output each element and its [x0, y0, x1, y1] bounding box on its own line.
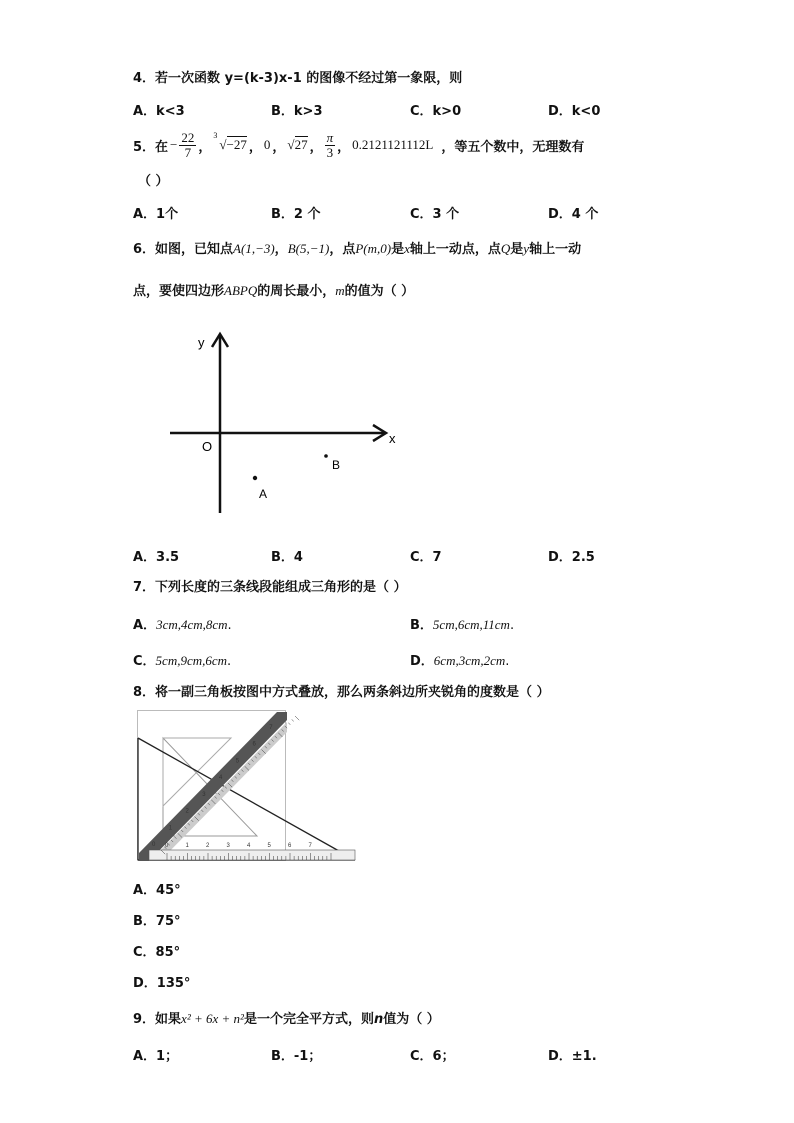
q7-d-end: .	[505, 654, 510, 669]
q6-line1-e: 是	[510, 242, 524, 257]
q5-cbrt-index: 3	[213, 131, 218, 140]
q6-point-b: B(5,−1)	[287, 241, 330, 256]
q5-fraction-pi-3	[325, 131, 336, 160]
q5-comma-5: ，	[337, 139, 351, 155]
q6-y-var: y	[523, 241, 530, 256]
q6-option-a: A．3.5	[133, 550, 180, 565]
q5-frac1-den: 7	[184, 144, 192, 160]
ruler-tick	[292, 719, 294, 721]
q8-option-a: A．45°	[133, 883, 181, 898]
q5-zero: 0	[263, 137, 271, 152]
q5-fraction-22-7	[179, 131, 196, 160]
bottom-ruler-strip	[149, 850, 355, 860]
q7-a-end: .	[227, 618, 232, 633]
q9-option-d: D．±1.	[548, 1049, 597, 1064]
q5-prefix: 5．在	[133, 139, 169, 155]
diagonal-ruler-label: 3	[202, 791, 206, 798]
diagonal-ruler-label: 2	[185, 808, 189, 815]
graph-x-label: x	[389, 431, 396, 446]
diagonal-ruler-band	[139, 712, 287, 861]
graph-b-label: B	[332, 458, 341, 472]
bottom-ruler-label: 6	[288, 843, 292, 849]
q6-line1-d: 轴上一动点，点	[409, 242, 501, 257]
q6-sep: ，	[274, 242, 288, 257]
q9-option-b: B．-1；	[271, 1049, 322, 1064]
bottom-ruler-label: 4	[247, 843, 251, 849]
q7-option-b	[410, 614, 514, 633]
q8-set-square-figure	[137, 710, 359, 865]
q6-x-var: x	[404, 241, 410, 256]
q5-frac1-num: 22	[181, 129, 195, 145]
q8-stem: 8．将一副三角板按图中方式叠放，那么两条斜边所夹锐角的度数是（ ）	[133, 685, 550, 700]
q9-expr: x² + 6x + n²	[181, 1011, 244, 1026]
q7-option-a	[133, 614, 232, 633]
q9-option-a: A．1；	[133, 1049, 179, 1064]
q5-paren: （ ）	[138, 174, 169, 189]
graph-origin-label: O	[202, 439, 213, 454]
bottom-ruler-label: 3	[226, 843, 230, 849]
q4-option-b: B．k>3	[271, 104, 323, 119]
q6-line1-c: 是	[391, 242, 405, 257]
point-a-dot	[253, 476, 257, 480]
ruler-tick	[295, 716, 299, 720]
q7-option-c	[133, 650, 231, 669]
q7-c-value: 5cm,9cm,6cm	[155, 653, 228, 668]
bottom-ruler-label: 7	[308, 843, 312, 849]
q9-suffix: 值为（ ）	[383, 1012, 440, 1027]
q8-option-c: C．85°	[133, 945, 181, 960]
q5-frac2-num: π	[326, 129, 334, 145]
q5-stem	[133, 125, 584, 165]
q5-cbrt-radicand: −27	[226, 137, 247, 152]
diagonal-ruler-label: 1	[168, 825, 173, 832]
q8-option-d: D．135°	[133, 976, 191, 991]
diagonal-ruler-label: 7	[269, 724, 273, 731]
q5-comma-4: ，	[309, 139, 323, 155]
bottom-ruler-label: 2	[206, 843, 210, 849]
q6-line2-c: 的值为（ ）	[344, 284, 415, 299]
q6-line2-b: 的周长最小，	[257, 284, 336, 299]
q6-line1-b: ，点	[329, 242, 356, 257]
graph-y-label: y	[198, 335, 205, 350]
q7-c-end: .	[227, 654, 232, 669]
q6-point-p: P(m,0)	[355, 241, 392, 256]
q7-b-value: 5cm,6cm,11cm	[432, 617, 510, 632]
q6-stem-line1	[133, 238, 581, 257]
q9-stem	[133, 1008, 440, 1027]
q5-option-d: D．4 个	[548, 207, 599, 222]
q6-option-d: D．2.5	[548, 550, 595, 565]
q5-option-a: A．1个	[133, 207, 179, 222]
q7-stem: 7．下列长度的三条线段能组成三角形的是（ ）	[133, 580, 407, 595]
q6-line1-f: 轴上一动	[529, 242, 582, 257]
q9-option-c: C．6；	[410, 1049, 455, 1064]
q6-quad: ABPQ	[224, 283, 258, 298]
q7-d-value: 6cm,3cm,2cm	[433, 653, 506, 668]
bottom-ruler-labels	[165, 843, 313, 849]
q5-minus: −	[170, 137, 178, 152]
q9-mid: 是一个完全平方式，则	[243, 1012, 374, 1027]
q5-decimal: 0.2121121112L	[352, 137, 434, 152]
q6-line2-a: 点，要使四边形	[133, 284, 225, 299]
graph-a-label: A	[259, 487, 268, 501]
bottom-ruler-label: 1	[185, 843, 189, 849]
diagonal-ruler-label: 6	[252, 741, 256, 748]
q4-stem: 4．若一次函数 y=(k-3)x-1 的图像不经过第一象限，则	[133, 71, 463, 86]
q6-option-c: C．7	[410, 550, 442, 565]
q5-sqrt	[287, 137, 307, 153]
q5-suffix: ，等五个数中，无理数有	[441, 139, 585, 155]
diagonal-ruler-label: 5	[235, 758, 240, 765]
diagonal-ruler-label: 0	[152, 842, 156, 848]
diagonal-ruler-label: 4	[219, 775, 223, 781]
q6-coordinate-graph	[160, 325, 410, 525]
q5-option-b: B．2 个	[271, 207, 321, 222]
q5-frac2-den: 3	[326, 144, 334, 160]
q7-option-d	[410, 650, 509, 669]
bottom-ruler-label: 0	[165, 843, 169, 849]
ruler-tick	[288, 723, 290, 725]
q4-option-a: A．k<3	[133, 104, 185, 119]
q4-option-d: D．k<0	[548, 104, 601, 119]
q5-option-c: C．3 个	[410, 207, 460, 222]
q7-b-letter: B．	[410, 618, 433, 633]
q9-prefix: 9．如果	[133, 1012, 182, 1027]
q7-b-end: .	[509, 618, 515, 633]
diagonal-ruler-inner	[151, 722, 287, 860]
q6-line1-a: 6．如图，已知点	[133, 242, 234, 257]
q6-option-b: B．4	[271, 550, 303, 565]
q4-option-c: C．k>0	[410, 104, 462, 119]
q6-q-var: Q	[500, 241, 511, 256]
point-b-dot	[324, 454, 328, 458]
q6-stem-line2	[133, 280, 414, 299]
q9-n-var: n	[373, 1012, 384, 1027]
q5-comma-3: ，	[272, 139, 286, 155]
q5-comma-1: ，	[198, 139, 212, 155]
q5-sqrt-radicand: 27	[294, 137, 308, 152]
q8-option-b: B．75°	[133, 914, 181, 929]
radical-icon: √	[219, 137, 227, 152]
q7-a-value: 3cm,4cm,8cm	[156, 617, 228, 632]
q6-m-var: m	[335, 283, 345, 298]
q7-d-letter: D．	[410, 654, 434, 669]
bottom-ruler-label: 5	[267, 843, 271, 849]
q7-a-letter: A．	[133, 618, 157, 633]
q7-c-letter: C．	[133, 654, 156, 669]
q5-comma-2: ，	[248, 139, 262, 155]
q5-cube-root	[213, 131, 247, 153]
q6-point-a: A(1,−3)	[233, 241, 275, 256]
radical-icon: √	[287, 137, 295, 152]
